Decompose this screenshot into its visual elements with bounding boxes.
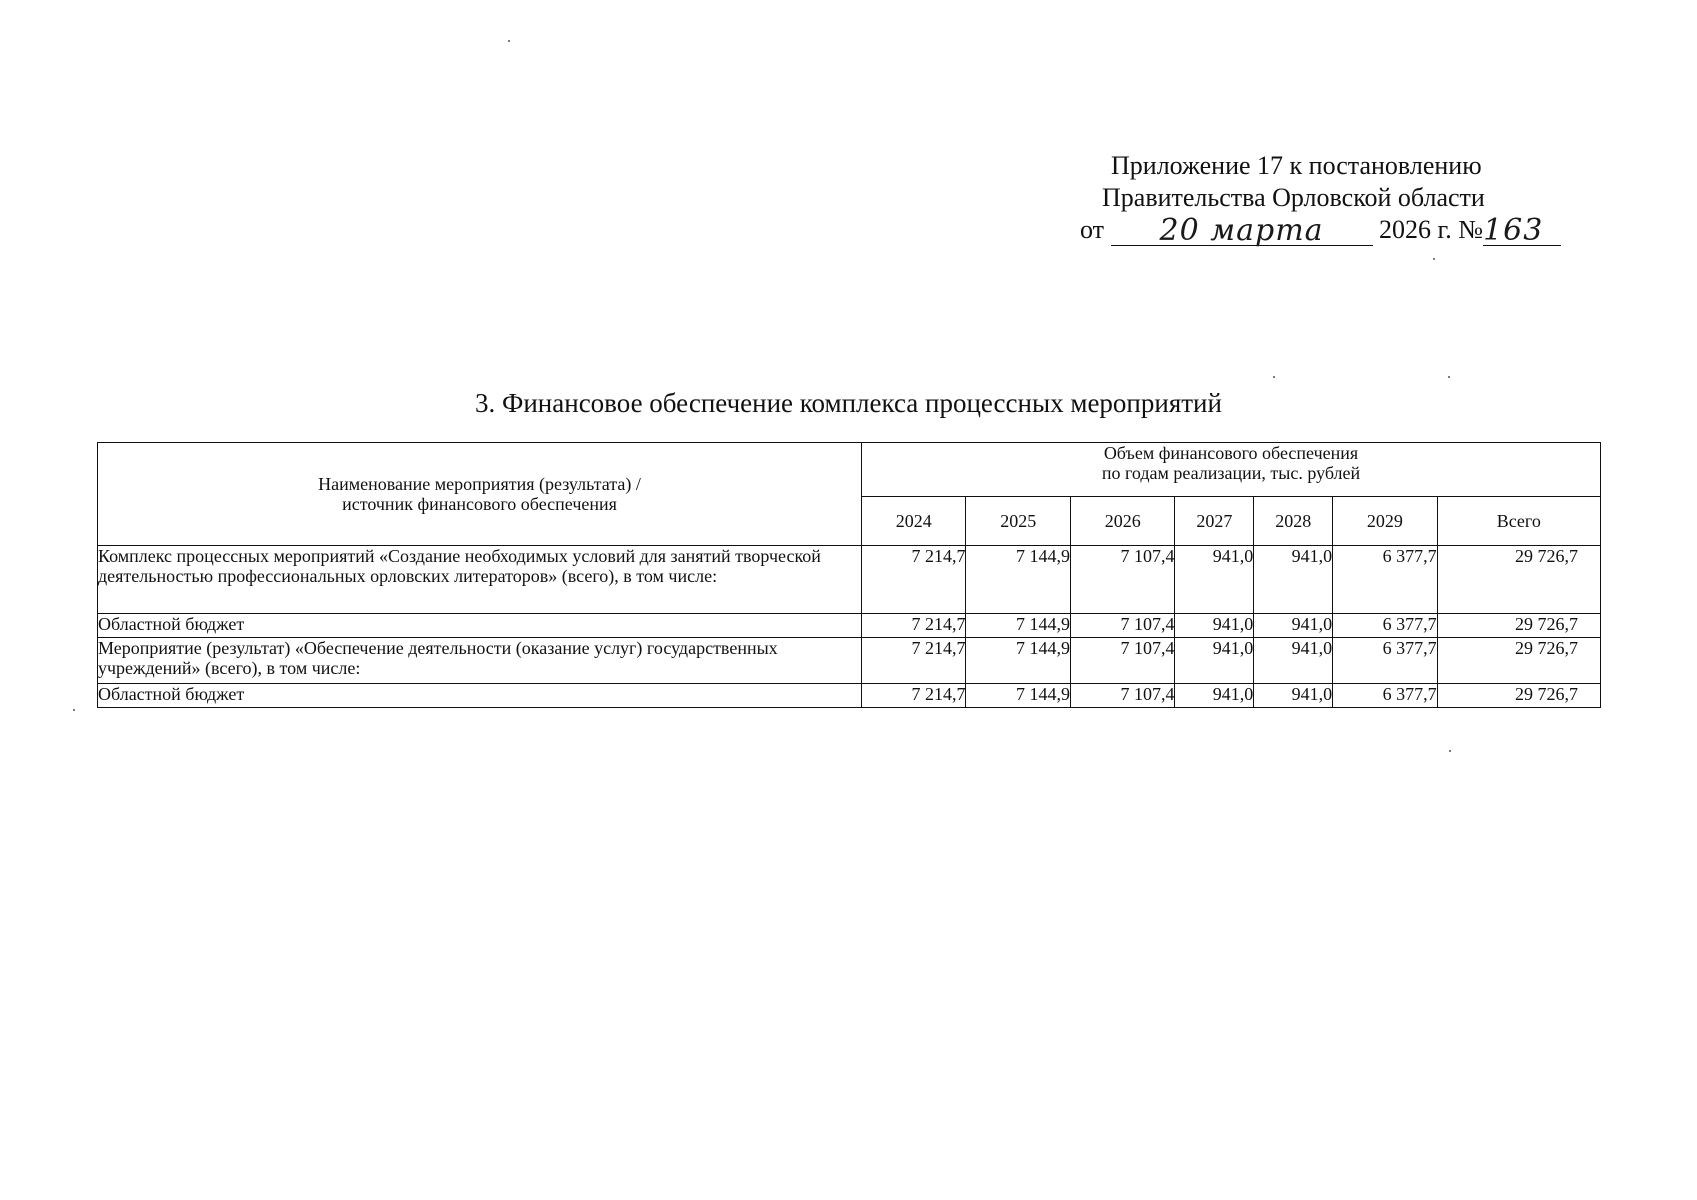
value-cell: 7 214,7 (862, 638, 966, 684)
value-cell: 941,0 (1175, 614, 1254, 638)
value-cell: 7 214,7 (862, 614, 966, 638)
value-cell: 7 107,4 (1070, 684, 1174, 708)
column-header: 2025 (966, 496, 1070, 545)
scan-speck (1273, 376, 1275, 378)
handwritten-number: 163 (1483, 213, 1544, 248)
scan-speck (508, 40, 510, 42)
scan-speck (1449, 750, 1451, 752)
value-cell: 941,0 (1175, 546, 1254, 614)
value-cell: 7 107,4 (1070, 546, 1174, 614)
appendix-prefix-ot: от (1080, 215, 1105, 244)
row-name-cell: Комплекс процессных мероприятий «Создание необходимых условий для занятий творческой деятельностью профессиональных орловских литераторов» (всего), в том числе: (98, 546, 862, 614)
value-cell: 941,0 (1254, 684, 1333, 708)
header-volume-line-1: Объем финансового обеспечения (1103, 443, 1359, 463)
total-cell: 29 726,7 (1437, 638, 1600, 684)
section-title-text: 3. Финансовое обеспечение комплекса процессных мероприятий (475, 388, 1222, 418)
header-name-cell (98, 443, 862, 546)
value-cell: 941,0 (1254, 614, 1333, 638)
column-header: 2026 (1070, 496, 1174, 545)
value-cell: 941,0 (1254, 546, 1333, 614)
column-header: 2027 (1175, 496, 1254, 545)
table-row (98, 546, 1601, 614)
value-cell: 7 107,4 (1070, 638, 1174, 684)
appendix-line-2: Правительства Орловской области (1102, 183, 1485, 212)
scan-speck (73, 709, 75, 711)
value-cell: 6 377,7 (1333, 614, 1437, 638)
row-name-cell: Мероприятие (результат) «Обеспечение деятельности (оказание услуг) государственных учреждений» (всего), в том числе: (98, 638, 862, 684)
table-row (98, 638, 1601, 684)
section-title (0, 388, 1697, 419)
value-cell: 7 214,7 (862, 546, 966, 614)
value-cell: 6 377,7 (1333, 638, 1437, 684)
column-header: 2029 (1333, 496, 1437, 545)
appendix-year-text: 2026 г. № (1379, 215, 1484, 244)
handwritten-date: 20 марта (1159, 213, 1324, 248)
column-header-total: Всего (1437, 496, 1600, 545)
column-header: 2028 (1254, 496, 1333, 545)
appendix-header (1060, 150, 1600, 246)
appendix-line-3 (1060, 214, 1600, 246)
header-name-line-2: источник финансового обеспечения (342, 494, 617, 514)
financing-table (97, 442, 1601, 708)
value-cell: 6 377,7 (1333, 546, 1437, 614)
column-header: 2024 (862, 496, 966, 545)
table-header-row-1 (98, 443, 1601, 497)
scan-speck (1433, 258, 1435, 260)
header-volume-cell (862, 443, 1601, 497)
value-cell: 941,0 (1175, 684, 1254, 708)
value-cell: 7 144,9 (966, 684, 1070, 708)
table-row (98, 614, 1601, 638)
value-cell: 7 107,4 (1070, 614, 1174, 638)
total-cell: 29 726,7 (1437, 546, 1600, 614)
header-volume-line-2: по годам реализации, тыс. рублей (1101, 463, 1361, 483)
scan-speck (1448, 376, 1450, 378)
row-name-cell: Областной бюджет (98, 684, 862, 708)
value-cell: 7 144,9 (966, 546, 1070, 614)
total-cell: 29 726,7 (1437, 684, 1600, 708)
row-name-cell: Областной бюджет (98, 614, 862, 638)
value-cell: 7 144,9 (966, 614, 1070, 638)
table-row (98, 684, 1601, 708)
value-cell: 941,0 (1254, 638, 1333, 684)
value-cell: 6 377,7 (1333, 684, 1437, 708)
date-field (1111, 215, 1373, 246)
appendix-line-1: Приложение 17 к постановлению (1111, 151, 1482, 180)
header-name-line-1: Наименование мероприятия (результата) / (318, 474, 641, 494)
number-field (1483, 215, 1561, 246)
value-cell: 7 214,7 (862, 684, 966, 708)
total-cell: 29 726,7 (1437, 614, 1600, 638)
value-cell: 941,0 (1175, 638, 1254, 684)
value-cell: 7 144,9 (966, 638, 1070, 684)
